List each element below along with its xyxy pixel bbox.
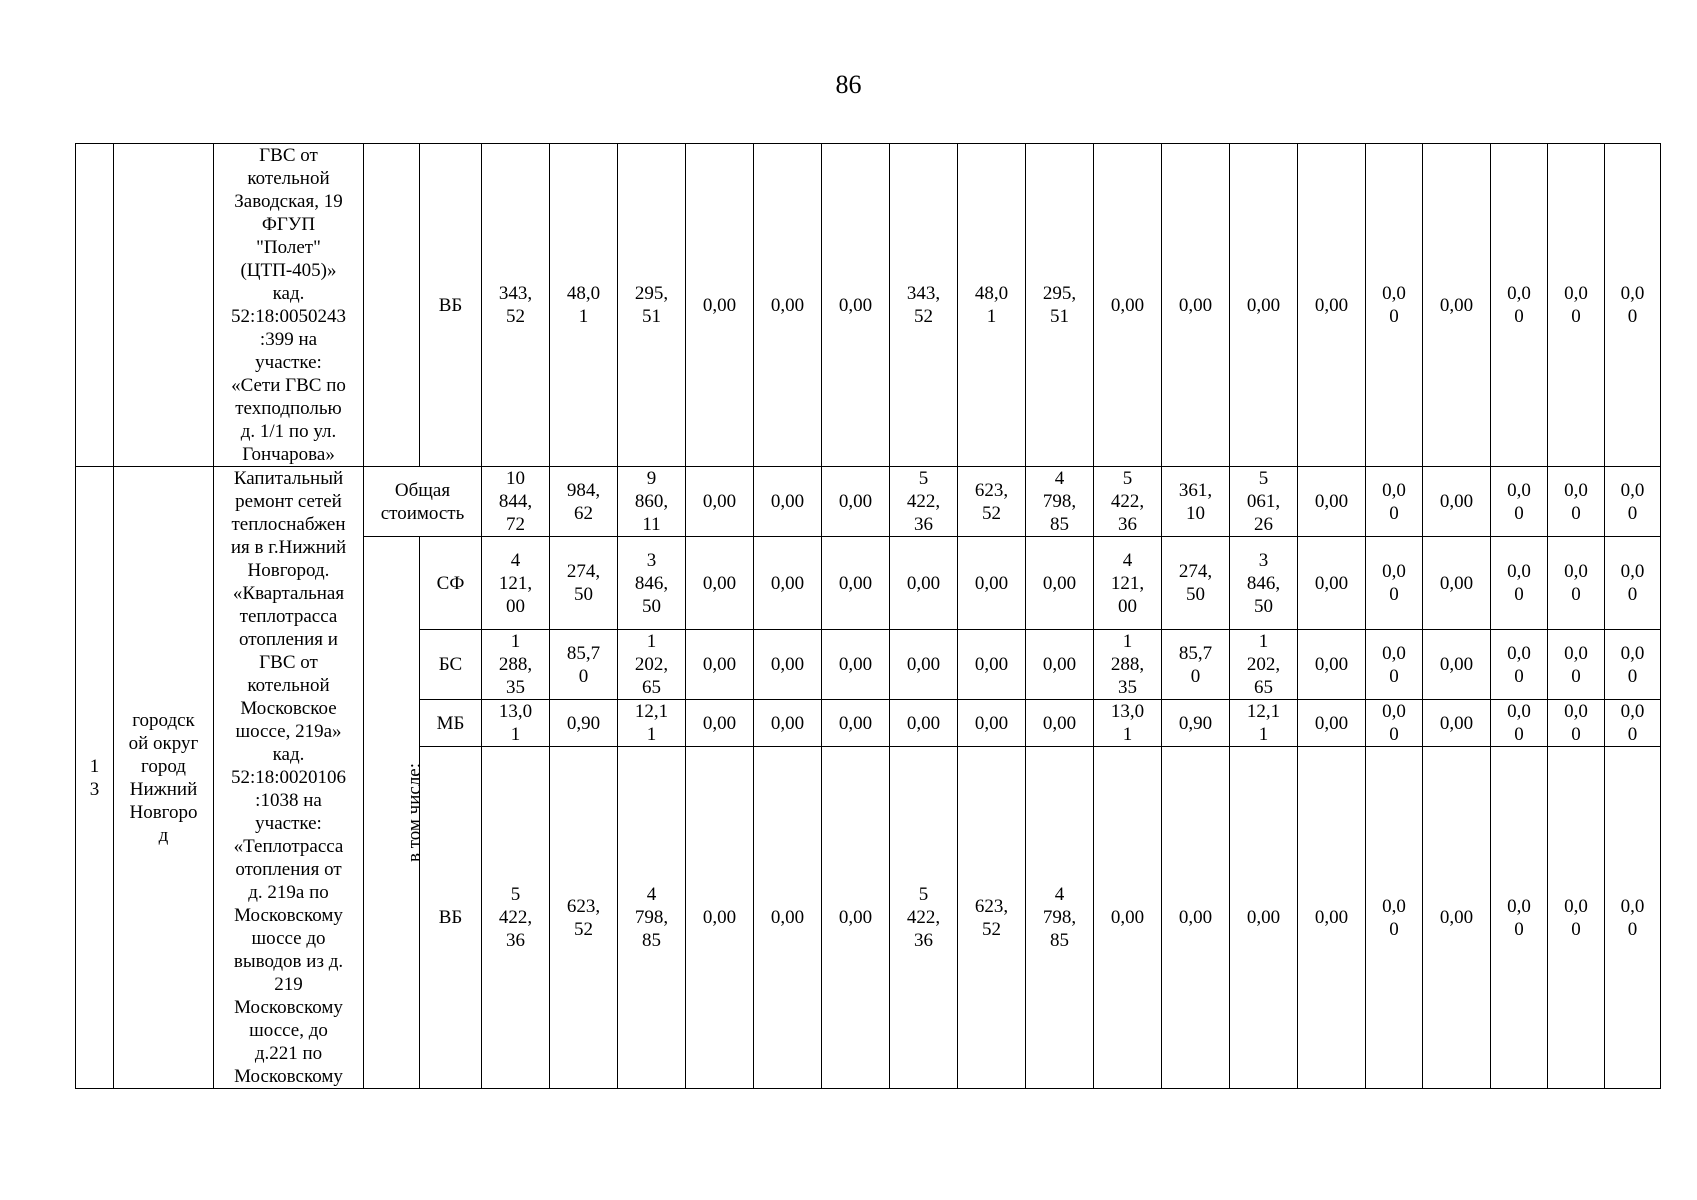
value-cell: 0,00 [754,700,822,747]
value-cell: 0,0 0 [1491,537,1548,630]
value-cell: 4 121, 00 [1094,537,1162,630]
value-cell: 5 422, 36 [1094,467,1162,537]
value-cell: 0,0 0 [1548,747,1605,1089]
value-cell: 12,1 1 [1230,700,1298,747]
value-cell: 9 860, 11 [618,467,686,537]
value-cell: 3 846, 50 [1230,537,1298,630]
value-cell: 0,0 0 [1491,144,1548,467]
value-cell: 0,0 0 [1605,144,1661,467]
value-cell: 623, 52 [550,747,618,1089]
value-cell: 5 061, 26 [1230,467,1298,537]
value-cell: 984, 62 [550,467,618,537]
value-cell: 0,0 0 [1605,747,1661,1089]
value-cell: 0,0 0 [1491,747,1548,1089]
source-cell: МБ [420,700,482,747]
value-cell: 0,00 [686,537,754,630]
value-cell: 13,0 1 [1094,700,1162,747]
value-cell: 4 798, 85 [1026,467,1094,537]
value-cell: 0,00 [822,467,890,537]
description-cell: ГВС от котельной Заводская, 19 ФГУП "Полет" (ЦТП-405)» кад. 52:18:0050243 :399 на участке: «Сети ГВС по техподполью д. 1/1 по ул. Гончарова» [214,144,364,467]
value-cell: 48,0 1 [550,144,618,467]
source-cell: СФ [420,537,482,630]
value-cell: 5 422, 36 [890,747,958,1089]
value-cell: 0,00 [822,747,890,1089]
value-cell: 0,0 0 [1605,537,1661,630]
value-cell: 85,7 0 [1162,630,1230,700]
value-cell: 0,00 [1162,144,1230,467]
value-cell: 0,00 [1026,700,1094,747]
value-cell: 0,00 [958,537,1026,630]
municipality-cell [114,144,214,467]
value-cell: 85,7 0 [550,630,618,700]
value-cell: 343, 52 [482,144,550,467]
value-cell: 0,0 0 [1548,467,1605,537]
value-cell: 361, 10 [1162,467,1230,537]
value-cell: 0,00 [890,537,958,630]
value-cell: 0,90 [1162,700,1230,747]
value-cell: 0,00 [1423,630,1491,700]
value-cell: 0,00 [1423,144,1491,467]
value-cell: 0,00 [1423,747,1491,1089]
value-cell: 0,00 [1298,747,1366,1089]
value-cell: 4 798, 85 [618,747,686,1089]
value-cell: 0,0 0 [1366,144,1423,467]
value-cell: 12,1 1 [618,700,686,747]
value-cell: 0,0 0 [1605,700,1661,747]
value-cell: 1 288, 35 [1094,630,1162,700]
value-cell: 0,00 [822,144,890,467]
page-number: 86 [835,70,862,99]
value-cell: 4 798, 85 [1026,747,1094,1089]
value-cell: 5 422, 36 [482,747,550,1089]
value-cell: 1 288, 35 [482,630,550,700]
value-cell: 0,00 [890,630,958,700]
value-cell: 5 422, 36 [890,467,958,537]
value-cell: 0,00 [1298,700,1366,747]
value-cell: 0,00 [958,630,1026,700]
value-cell: 623, 52 [958,747,1026,1089]
value-cell: 0,00 [686,630,754,700]
number-cell [76,144,114,467]
value-cell: 0,0 0 [1548,630,1605,700]
value-cell: 1 202, 65 [618,630,686,700]
source-cell: ВБ [420,747,482,1089]
table-row [76,144,1661,467]
value-cell: 295, 51 [1026,144,1094,467]
value-cell: 10 844, 72 [482,467,550,537]
value-cell: 0,00 [822,630,890,700]
value-cell: 295, 51 [618,144,686,467]
value-cell: 48,0 1 [958,144,1026,467]
value-cell: 0,00 [1026,537,1094,630]
value-cell: 0,0 0 [1491,630,1548,700]
value-cell: 0,00 [754,747,822,1089]
value-cell: 0,00 [1230,144,1298,467]
value-cell: 0,00 [1162,747,1230,1089]
value-cell: 0,00 [754,144,822,467]
description-cell: Капитальный ремонт сетей теплоснабжен ия в г.Нижний Новгород. «Квартальная теплотрасса отопления и ГВС от котельной Московское шоссе, 219а» кад. 52:18:0020106 :1038 на участке: «Теплотрасса отопления от д. 219а по Московскому шоссе до выводов из д. 219 Московскому шоссе, до д.221 по Московскому [214,467,364,1089]
value-cell: 0,0 0 [1491,700,1548,747]
value-cell: 0,00 [1094,747,1162,1089]
value-cell: 0,00 [1423,700,1491,747]
value-cell: 0,0 0 [1605,467,1661,537]
value-cell: 0,0 0 [1548,144,1605,467]
table-body [76,144,1661,1089]
value-cell: 0,00 [686,467,754,537]
value-cell: 343, 52 [890,144,958,467]
including-label: в том числе: [404,762,426,863]
value-cell: 0,0 0 [1366,467,1423,537]
value-cell: 0,00 [1094,144,1162,467]
value-cell: 0,00 [1423,467,1491,537]
value-cell: 0,00 [686,144,754,467]
total-cost-label: Общая стоимость [364,467,482,537]
value-cell: 0,0 0 [1548,537,1605,630]
value-cell: 0,00 [754,467,822,537]
value-cell: 0,0 0 [1366,700,1423,747]
value-cell: 0,00 [686,747,754,1089]
source-cell: ВБ [420,144,482,467]
value-cell: 623, 52 [958,467,1026,537]
value-cell: 1 202, 65 [1230,630,1298,700]
value-cell: 0,0 0 [1548,700,1605,747]
value-cell: 0,00 [1298,144,1366,467]
value-cell: 0,00 [822,537,890,630]
value-cell: 13,0 1 [482,700,550,747]
source-cell: БС [420,630,482,700]
value-cell: 0,90 [550,700,618,747]
including-cell [364,144,420,467]
item-number-cell: 1 3 [76,467,114,1089]
value-cell: 0,0 0 [1366,537,1423,630]
value-cell: 0,0 0 [1366,747,1423,1089]
table-row [76,467,1661,537]
value-cell: 0,00 [1298,630,1366,700]
value-cell: 0,00 [822,700,890,747]
investment-table [75,143,1661,1089]
value-cell: 0,0 0 [1366,630,1423,700]
value-cell: 0,0 0 [1491,467,1548,537]
value-cell: 0,00 [1026,630,1094,700]
value-cell: 274, 50 [550,537,618,630]
value-cell: 0,00 [754,630,822,700]
value-cell: 0,00 [1230,747,1298,1089]
value-cell: 274, 50 [1162,537,1230,630]
value-cell: 0,00 [686,700,754,747]
value-cell: 0,00 [1298,467,1366,537]
value-cell: 0,00 [1298,537,1366,630]
value-cell: 0,0 0 [1605,630,1661,700]
municipality-cell: городск ой округ город Нижний Новгоро д [114,467,214,1089]
value-cell: 0,00 [754,537,822,630]
value-cell: 0,00 [890,700,958,747]
including-label-cell [364,537,426,1089]
value-cell: 0,00 [958,700,1026,747]
value-cell: 3 846, 50 [618,537,686,630]
value-cell: 0,00 [1423,537,1491,630]
value-cell: 4 121, 00 [482,537,550,630]
